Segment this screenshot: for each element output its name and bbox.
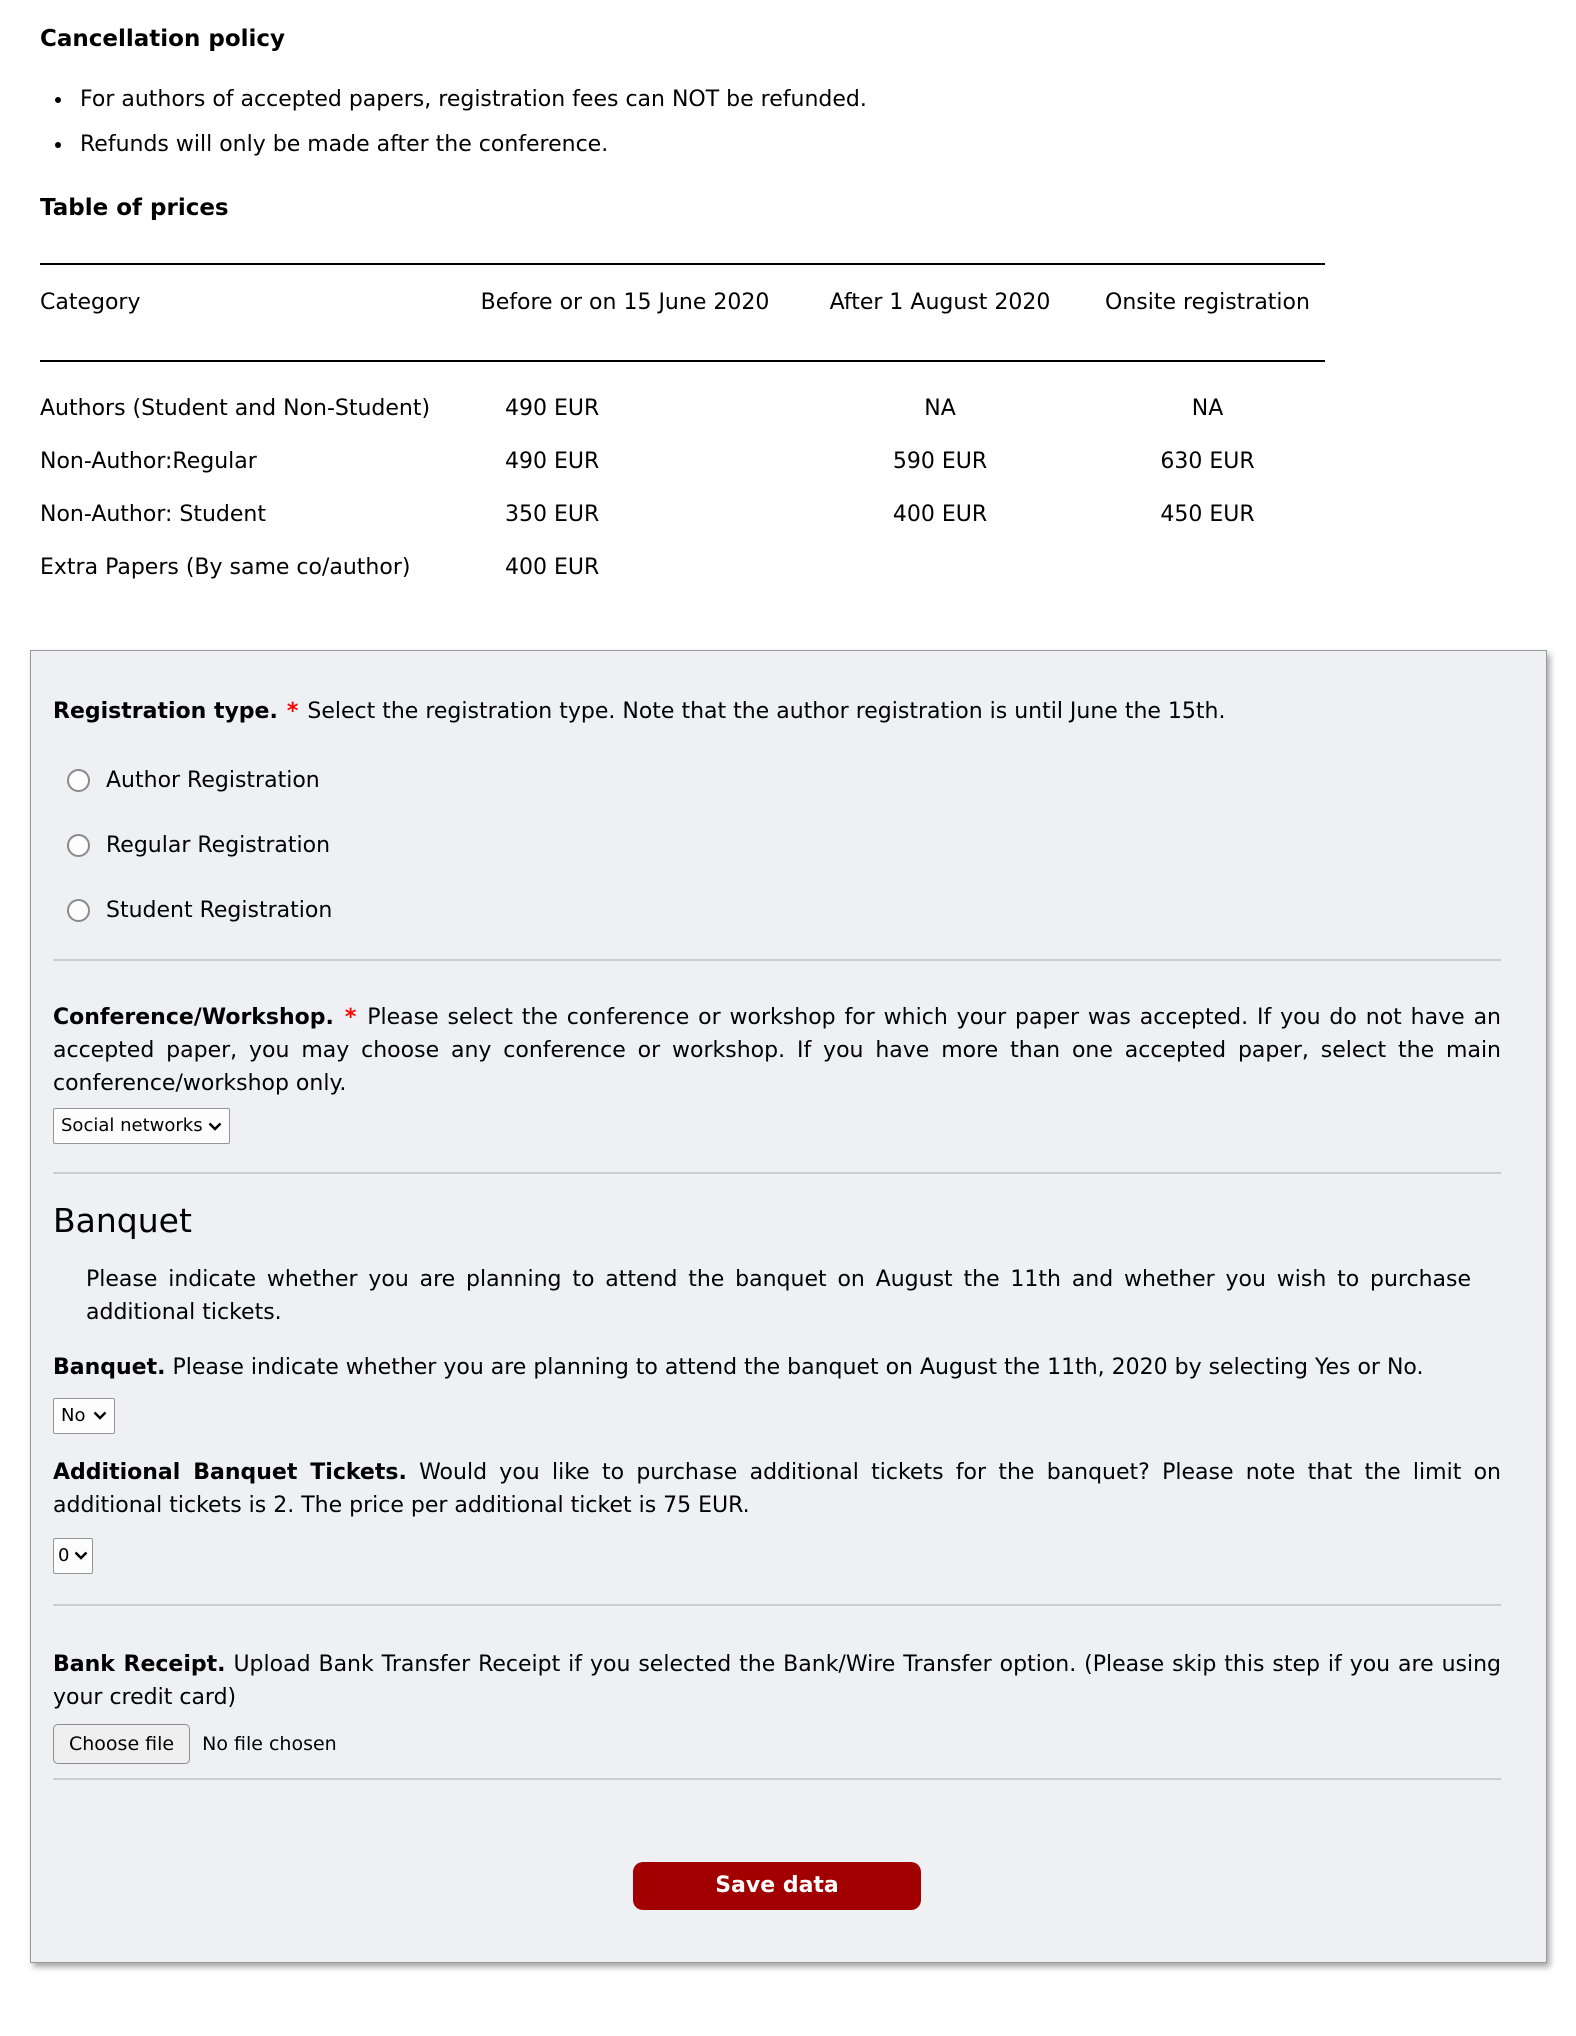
banquet-section-heading: Banquet [53, 1201, 192, 1240]
section-divider [53, 959, 1501, 961]
field-label: Banquet. [53, 1354, 166, 1380]
select-value: Social networks [61, 1115, 203, 1136]
choose-file-button[interactable]: Choose file [53, 1724, 190, 1765]
registration-type-field-label [53, 695, 1501, 728]
radio-option-author-registration[interactable] [53, 764, 1501, 797]
field-description: Please select the conference or workshop for which your paper was accepted. If you do not have an accepted paper, you may choose any conference or workshop. If you have more than one accepted paper, select the main conference/workshop only. [53, 1005, 1501, 1096]
radio-label: Author Registration [106, 768, 320, 793]
price-cell: 630 EUR [1160, 449, 1255, 474]
radio-button-icon[interactable] [67, 899, 90, 922]
select-value: No [61, 1404, 86, 1426]
chevron-down-icon [93, 1411, 107, 1420]
registration-type-radio-group [53, 764, 1501, 927]
field-label: Conference/Workshop. [53, 1005, 334, 1030]
banquet-field-label [53, 1351, 1501, 1384]
price-cell: 490 EUR [505, 396, 600, 421]
bank-receipt-file-input[interactable] [53, 1724, 1501, 1765]
price-cell: 450 EUR [1160, 502, 1255, 527]
file-status-text: No file chosen [202, 1732, 337, 1755]
section-divider [53, 1604, 1501, 1606]
field-description: Please indicate whether you are planning to attend the banquet on August the 11th, 2020 by selecting Yes or No. [172, 1354, 1424, 1380]
table-of-prices-title: Table of prices [40, 194, 229, 221]
price-cell: 590 EUR [892, 449, 988, 474]
select-value: 0 [58, 1544, 70, 1566]
table-row [40, 488, 1325, 541]
price-cell: 490 EUR [505, 449, 600, 474]
field-description: Select the registration type. Note that the author registration is until June the 15th. [307, 699, 1226, 724]
page-top-section [0, 0, 1576, 594]
section-divider [53, 1778, 1501, 1780]
banquet-attend-select[interactable] [53, 1398, 115, 1434]
column-header-late: After 1 August 2020 [790, 264, 1090, 361]
price-cell: Non-Author:Regular [40, 449, 257, 474]
price-cell: Non-Author: Student [40, 502, 267, 527]
list-item: • For authors of accepted papers, registration fees can NOT be refunded. [74, 83, 1536, 116]
radio-button-icon[interactable] [67, 834, 90, 857]
save-button-row [53, 1862, 1501, 1910]
price-cell: NA [924, 396, 956, 421]
additional-tickets-field-label [53, 1456, 1501, 1522]
table-header-row [40, 264, 1325, 361]
required-asterisk: * [286, 699, 299, 724]
table-row [40, 541, 1325, 594]
conference-select[interactable] [53, 1108, 230, 1144]
chevron-down-icon [74, 1551, 88, 1560]
cancellation-policy-list [40, 83, 1536, 161]
radio-button-icon[interactable] [67, 769, 90, 792]
field-label: Registration type. [53, 699, 278, 724]
conference-field-label [53, 1001, 1501, 1100]
column-header-onsite: Onsite registration [1090, 264, 1325, 361]
section-divider [53, 1172, 1501, 1174]
price-cell: 350 EUR [505, 502, 600, 527]
list-item: • Refunds will only be made after the conference. [74, 128, 1536, 161]
column-header-category: Category [40, 264, 460, 361]
field-label: Bank Receipt. [53, 1651, 226, 1677]
price-cell: 400 EUR [892, 502, 988, 527]
price-cell: Authors (Student and Non-Student) [40, 396, 431, 421]
price-cell [1090, 541, 1325, 594]
prices-table [40, 263, 1325, 594]
field-description: Would you like to purchase additional tickets for the banquet? Please note that the limit on additional tickets is 2. The price per additional ticket is 75 EUR. [53, 1459, 1501, 1518]
table-row [40, 361, 1325, 435]
price-cell: Extra Papers (By same co/author) [40, 555, 411, 580]
radio-label: Student Registration [106, 898, 333, 923]
radio-option-regular-registration[interactable] [53, 829, 1501, 862]
field-label: Additional Banquet Tickets. [53, 1459, 407, 1485]
column-header-early: Before or on 15 June 2020 [460, 264, 790, 361]
bank-receipt-field-label [53, 1648, 1501, 1714]
required-asterisk: * [344, 1005, 357, 1030]
price-cell: NA [1191, 396, 1224, 421]
banquet-intro-text: Please indicate whether you are planning to attend the banquet on August the 11th and whether you wish to purchase additional tickets. [86, 1266, 1471, 1325]
save-data-button[interactable]: Save data [633, 1862, 921, 1910]
registration-form-panel [30, 650, 1547, 1963]
table-row [40, 435, 1325, 488]
chevron-down-icon [208, 1122, 222, 1131]
additional-tickets-select[interactable] [53, 1538, 93, 1574]
price-cell: 400 EUR [505, 555, 600, 580]
field-description: Upload Bank Transfer Receipt if you selected the Bank/Wire Transfer option. (Please skip this step if you are using your credit card) [53, 1651, 1501, 1710]
cancellation-policy-title: Cancellation policy [40, 26, 286, 52]
radio-option-student-registration[interactable] [53, 894, 1501, 927]
radio-label: Regular Registration [106, 833, 331, 858]
price-cell [790, 541, 1090, 594]
